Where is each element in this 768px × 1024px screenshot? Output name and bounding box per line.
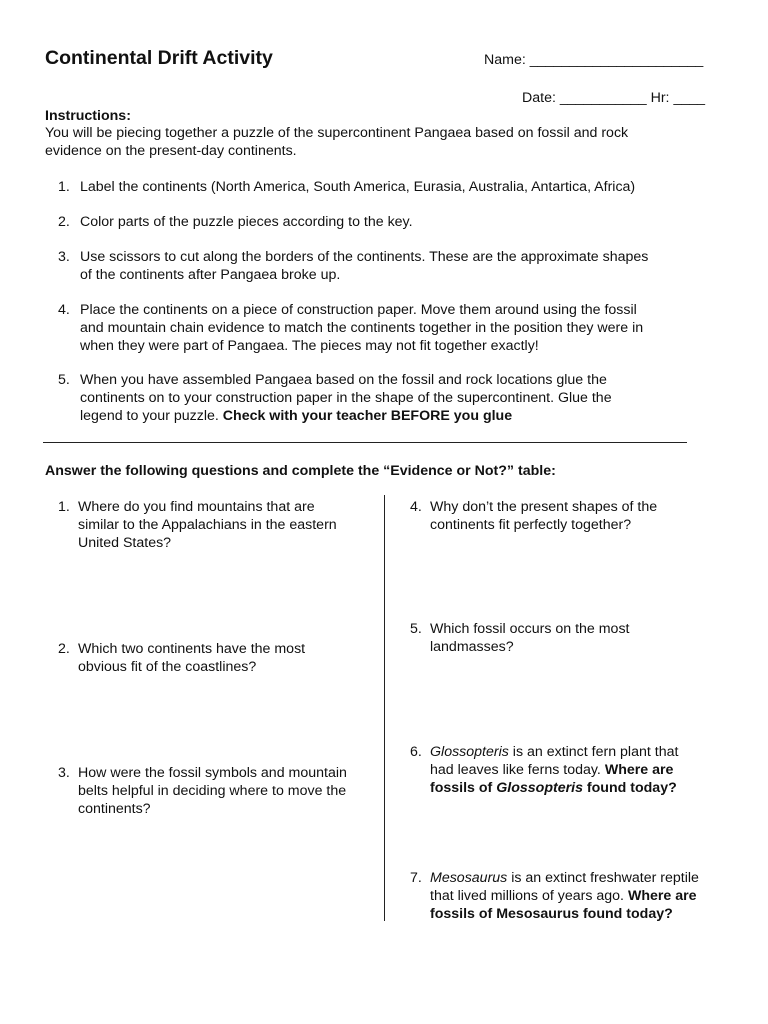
step-line: when they were part of Pangaea. The pieces may not fit together exactly! bbox=[80, 338, 539, 354]
step-text bbox=[80, 248, 698, 284]
question-text bbox=[78, 498, 378, 552]
question-line: Where do you find mountains that are bbox=[78, 499, 315, 515]
question-line bbox=[430, 779, 730, 797]
question-text bbox=[78, 764, 378, 818]
question-line: fossils of Mesosaurus found today? bbox=[430, 906, 673, 922]
step-number: 1. bbox=[58, 179, 70, 195]
question-number: 5. bbox=[410, 621, 422, 637]
question-line: continents? bbox=[78, 801, 151, 817]
check-teacher-emphasis: Check with your teacher BEFORE you glue bbox=[222, 408, 513, 424]
question-line-bold: found today? bbox=[582, 780, 677, 796]
question-line: continents fit perfectly together? bbox=[430, 517, 632, 533]
question-text bbox=[430, 620, 730, 656]
question-line: How were the fossil symbols and mountain bbox=[78, 765, 347, 781]
step-line: When you have assembled Pangaea based on the fossil and rock locations glue the bbox=[80, 372, 607, 388]
question-text bbox=[430, 869, 730, 923]
step-line: Place the continents on a piece of construction paper. Move them around using the fossil bbox=[80, 302, 637, 318]
step-line: of the continents after Pangaea broke up. bbox=[80, 267, 341, 283]
step-line bbox=[80, 407, 698, 425]
instructions-intro bbox=[45, 124, 695, 160]
section-divider bbox=[43, 442, 687, 443]
question-number: 6. bbox=[410, 744, 422, 760]
intro-line-2: evidence on the present-day continents. bbox=[45, 143, 297, 159]
question-number: 1. bbox=[58, 499, 70, 515]
questions-heading: Answer the following questions and complete the “Evidence or Not?” table: bbox=[45, 463, 556, 479]
question-line: Which fossil occurs on the most bbox=[430, 621, 630, 637]
question-line-rest: is an extinct fern plant that bbox=[508, 744, 679, 760]
species-name: Mesosaurus bbox=[430, 870, 508, 886]
step-line: Use scissors to cut along the borders of the continents. These are the approximate shapes bbox=[80, 249, 649, 265]
question-number: 3. bbox=[58, 765, 70, 781]
question-text bbox=[430, 743, 730, 797]
step-text bbox=[80, 301, 698, 355]
question-line-bold: Where are bbox=[604, 762, 674, 778]
question-line-plain: that lived millions of years ago. bbox=[430, 888, 628, 904]
species-name: Glossopteris bbox=[496, 780, 583, 796]
step-number: 2. bbox=[58, 214, 70, 230]
question-text bbox=[78, 640, 378, 676]
question-line bbox=[430, 869, 730, 887]
question-line bbox=[430, 743, 730, 761]
step-number: 4. bbox=[58, 302, 70, 318]
question-line-rest: is an extinct freshwater reptile bbox=[507, 870, 699, 886]
step-line: and mountain chain evidence to match the continents together in the position they were in bbox=[80, 320, 644, 336]
name-field-label: Name: ______________________ bbox=[484, 52, 704, 68]
question-line: Why don’t the present shapes of the bbox=[430, 499, 658, 515]
question-line bbox=[430, 887, 730, 905]
question-line: obvious fit of the coastlines? bbox=[78, 659, 257, 675]
species-name: Glossopteris bbox=[430, 744, 509, 760]
question-number: 2. bbox=[58, 641, 70, 657]
question-line: Which two continents have the most bbox=[78, 641, 306, 657]
question-line-bold: fossils of bbox=[430, 780, 497, 796]
question-line: belts helpful in deciding where to move the bbox=[78, 783, 347, 799]
step-line: continents on to your construction paper in the shape of the supercontinent. Glue the bbox=[80, 390, 612, 406]
question-line: landmasses? bbox=[430, 639, 514, 655]
step-text: Label the continents (North America, South America, Eurasia, Australia, Antartica, Africa) bbox=[80, 179, 636, 195]
step-line-plain: legend to your puzzle. bbox=[80, 408, 219, 424]
page-title: Continental Drift Activity bbox=[45, 47, 273, 69]
question-line: similar to the Appalachians in the eastern bbox=[78, 517, 337, 533]
question-line bbox=[430, 761, 730, 779]
question-line-bold: Where are bbox=[627, 888, 697, 904]
step-number: 5. bbox=[58, 372, 70, 388]
instructions-heading: Instructions: bbox=[45, 108, 131, 124]
question-line: United States? bbox=[78, 535, 172, 551]
intro-line-1: You will be piecing together a puzzle of the supercontinent Pangaea based on fossil and rock bbox=[45, 125, 629, 141]
question-line-plain: had leaves like ferns today. bbox=[430, 762, 605, 778]
date-hour-field-label: Date: ___________ Hr: ____ bbox=[522, 90, 706, 106]
question-text bbox=[430, 498, 730, 534]
question-number: 7. bbox=[410, 870, 422, 886]
column-divider bbox=[384, 495, 385, 921]
step-text bbox=[80, 371, 698, 425]
step-text: Color parts of the puzzle pieces according to the key. bbox=[80, 214, 413, 230]
step-number: 3. bbox=[58, 249, 70, 265]
question-number: 4. bbox=[410, 499, 422, 515]
